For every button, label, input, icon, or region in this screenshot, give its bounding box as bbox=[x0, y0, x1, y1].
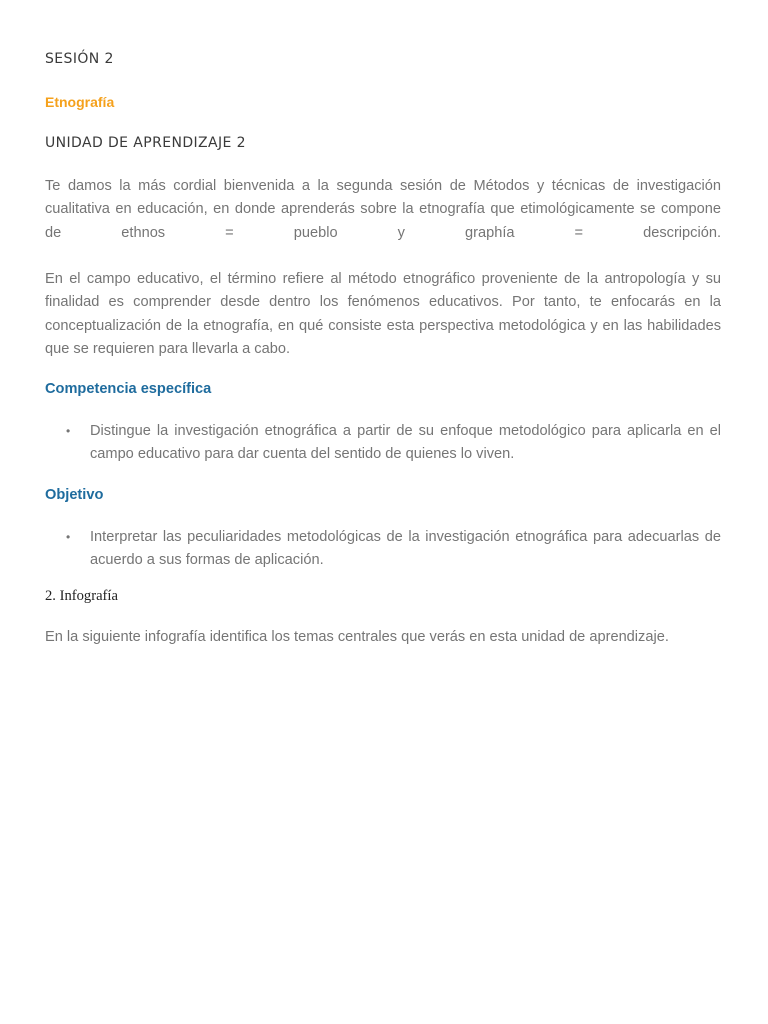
bullet-icon: • bbox=[66, 530, 71, 544]
objetivo-item-text: Interpretar las peculiaridades metodológicas de la investigación etnográfica para adecuarlas de acuerdo a sus formas de aplicación. bbox=[90, 529, 721, 569]
session-title: SESIÓN 2 bbox=[45, 51, 114, 67]
topic-title: Etnografía bbox=[45, 94, 115, 110]
intro-paragraph-2: En el campo educativo, el término refiere al método etnográfico proveniente de la antropología y su finalidad es comprender desde dentro los fenómenos educativos. Por tanto, te enfocarás en la conceptualización de la etnografía, en qué consiste esta perspectiva metodológica y en las habilidades que se requieren para llevarla a cabo. bbox=[45, 271, 721, 357]
unit-title: UNIDAD DE APRENDIZAJE 2 bbox=[45, 135, 246, 151]
competencia-heading: Competencia específica bbox=[45, 381, 212, 397]
list-item bbox=[45, 420, 721, 467]
objetivo-heading: Objetivo bbox=[45, 487, 104, 503]
infografia-paragraph: En la siguiente infografía identifica los temas centrales que verás en esta unidad de aprendizaje. bbox=[45, 629, 669, 645]
bullet-icon: • bbox=[66, 424, 71, 438]
list-item bbox=[45, 526, 721, 573]
competencia-list bbox=[45, 420, 721, 467]
infografia-heading: 2. Infografía bbox=[45, 588, 118, 604]
competencia-item-text: Distingue la investigación etnográfica a partir de su enfoque metodológico para aplicarla en el campo educativo para dar cuenta del sentido de quienes lo viven. bbox=[90, 423, 721, 463]
objetivo-list bbox=[45, 526, 721, 573]
intro-paragraph-1: Te damos la más cordial bienvenida a la segunda sesión de Métodos y técnicas de investigación cualitativa en educación, en donde aprenderás sobre la etnografía que etimológicamente se compone de ethnos = pueblo y graphía = descripción. bbox=[45, 178, 721, 241]
